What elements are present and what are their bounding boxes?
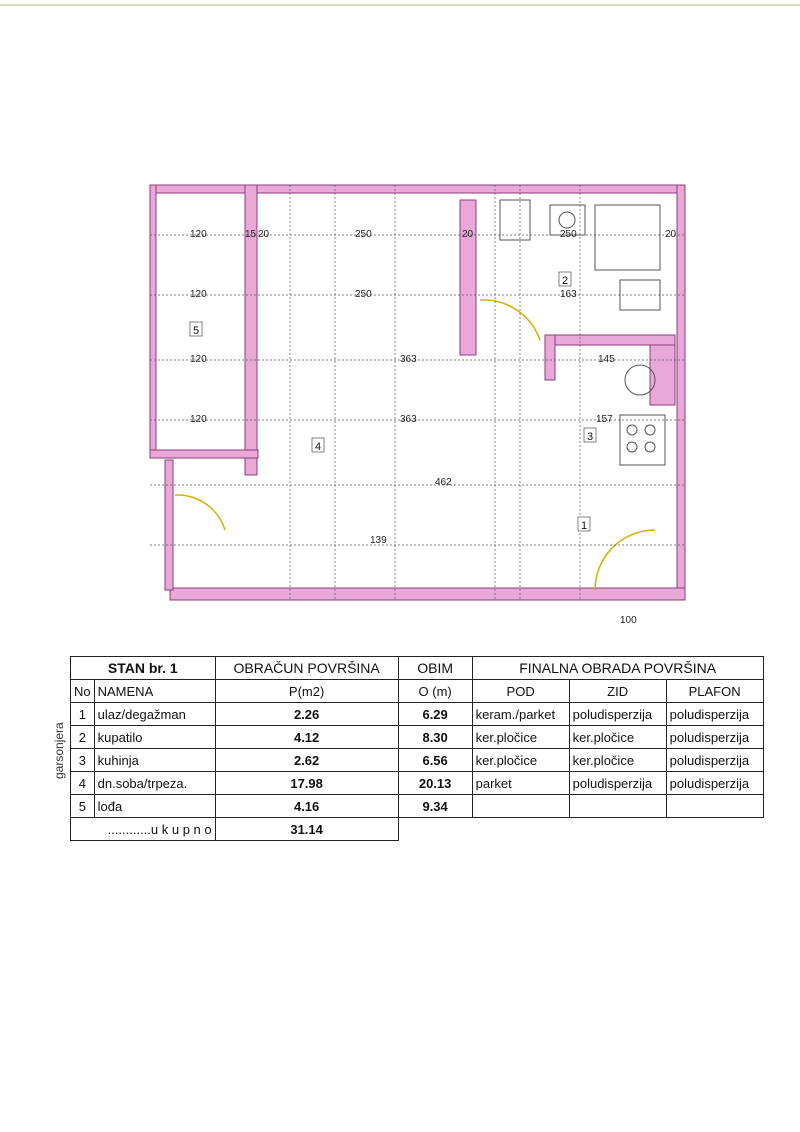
svg-text:3: 3	[587, 431, 594, 443]
row-no: 4	[71, 772, 95, 795]
row-zid	[569, 795, 666, 818]
row-plafon	[666, 795, 763, 818]
row-name: dn.soba/trpeza.	[94, 772, 215, 795]
svg-text:120: 120	[190, 229, 207, 240]
header-o: O (m)	[398, 680, 472, 703]
row-no: 1	[71, 703, 95, 726]
svg-text:363: 363	[400, 414, 417, 425]
header-plafon: PLAFON	[666, 680, 763, 703]
walls	[150, 185, 685, 600]
header-pod: POD	[472, 680, 569, 703]
header-namena: NAMENA	[94, 680, 215, 703]
row-area: 2.26	[215, 703, 398, 726]
row-no: 5	[71, 795, 95, 818]
svg-text:2: 2	[562, 275, 569, 287]
row-name: ulaz/degažman	[94, 703, 215, 726]
svg-text:20: 20	[462, 229, 474, 240]
svg-text:157: 157	[596, 414, 613, 425]
row-pod: parket	[472, 772, 569, 795]
row-pod: ker.pločice	[472, 749, 569, 772]
scan-top-line	[0, 4, 800, 6]
table-row	[71, 703, 764, 726]
row-area: 4.12	[215, 726, 398, 749]
row-name: lođa	[94, 795, 215, 818]
svg-text:250: 250	[560, 229, 577, 240]
side-label: garsonjera	[52, 722, 66, 780]
row-perimeter: 9.34	[398, 795, 472, 818]
header-obim: OBIM	[398, 657, 472, 680]
row-area: 4.16	[215, 795, 398, 818]
total-row	[71, 818, 764, 841]
svg-text:363: 363	[400, 354, 417, 365]
svg-text:100: 100	[620, 615, 637, 626]
svg-text:145: 145	[598, 354, 615, 365]
header-p: P(m2)	[215, 680, 398, 703]
row-perimeter: 20.13	[398, 772, 472, 795]
svg-text:462: 462	[435, 477, 452, 488]
total-value: 31.14	[215, 818, 398, 841]
row-name: kupatilo	[94, 726, 215, 749]
total-label: ............u k u p n o	[71, 818, 216, 841]
header-finalna: FINALNA OBRADA POVRŠINA	[472, 657, 763, 680]
row-pod: ker.pločice	[472, 726, 569, 749]
svg-text:20: 20	[258, 229, 270, 240]
floor-plan-svg	[150, 185, 685, 626]
row-plafon: poludisperzija	[666, 703, 763, 726]
row-plafon: poludisperzija	[666, 726, 763, 749]
row-zid: poludisperzija	[569, 703, 666, 726]
fixtures	[500, 200, 665, 465]
row-plafon: poludisperzija	[666, 772, 763, 795]
row-zid: ker.pločice	[569, 726, 666, 749]
row-perimeter: 8.30	[398, 726, 472, 749]
row-zid: poludisperzija	[569, 772, 666, 795]
row-no: 2	[71, 726, 95, 749]
row-pod	[472, 795, 569, 818]
row-perimeter: 6.29	[398, 703, 472, 726]
floor-plan	[150, 185, 685, 626]
header-no: No	[71, 680, 95, 703]
svg-text:4: 4	[315, 441, 322, 453]
svg-text:15: 15	[245, 229, 257, 240]
svg-text:250: 250	[355, 229, 372, 240]
row-area: 17.98	[215, 772, 398, 795]
svg-text:1: 1	[581, 520, 588, 532]
row-zid: ker.pločice	[569, 749, 666, 772]
svg-text:163: 163	[560, 289, 577, 300]
table-title: STAN br. 1	[71, 657, 216, 680]
svg-text:20: 20	[665, 229, 677, 240]
row-area: 2.62	[215, 749, 398, 772]
row-pod: keram./parket	[472, 703, 569, 726]
header-obracun: OBRAČUN POVRŠINA	[215, 657, 398, 680]
row-plafon: poludisperzija	[666, 749, 763, 772]
header-zid: ZID	[569, 680, 666, 703]
table-row	[71, 795, 764, 818]
svg-text:5: 5	[193, 325, 200, 337]
svg-text:120: 120	[190, 414, 207, 425]
svg-text:250: 250	[355, 289, 372, 300]
area-table	[70, 656, 764, 841]
table-row	[71, 772, 764, 795]
table-row	[71, 749, 764, 772]
svg-text:139: 139	[370, 535, 387, 546]
row-perimeter: 6.56	[398, 749, 472, 772]
dimension-lines	[150, 185, 685, 600]
table-row	[71, 726, 764, 749]
row-no: 3	[71, 749, 95, 772]
row-name: kuhinja	[94, 749, 215, 772]
svg-text:120: 120	[190, 289, 207, 300]
svg-text:120: 120	[190, 354, 207, 365]
dimension-labels	[190, 229, 677, 626]
